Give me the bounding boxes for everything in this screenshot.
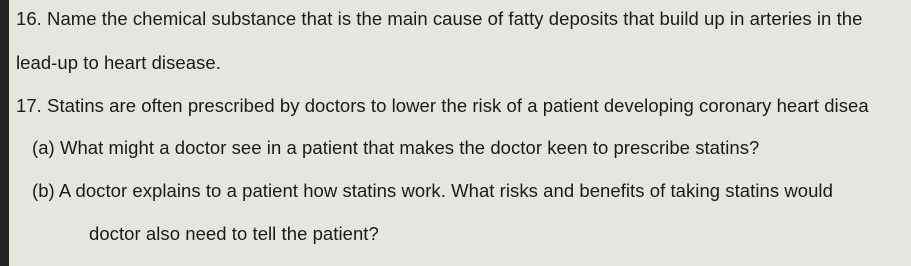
question-16-text-line-2: lead-up to heart disease. bbox=[16, 52, 221, 73]
question-17b-text-line-2: doctor also need to tell the patient? bbox=[89, 223, 379, 244]
question-16-text-line-1: 16. Name the chemical substance that is the main cause of fatty deposits that build up in arteries in the bbox=[16, 8, 863, 29]
question-17a-text: (a) What might a doctor see in a patient that makes the doctor keen to prescribe statins? bbox=[32, 137, 760, 158]
question-17b-text-line-1: (b) A doctor explains to a patient how statins work. What risks and benefits of taking statins would bbox=[32, 180, 833, 201]
question-17-text: 17. Statins are often prescribed by doctors to lower the risk of a patient developing coronary heart disea bbox=[16, 95, 869, 116]
left-edge-shadow bbox=[0, 0, 9, 266]
